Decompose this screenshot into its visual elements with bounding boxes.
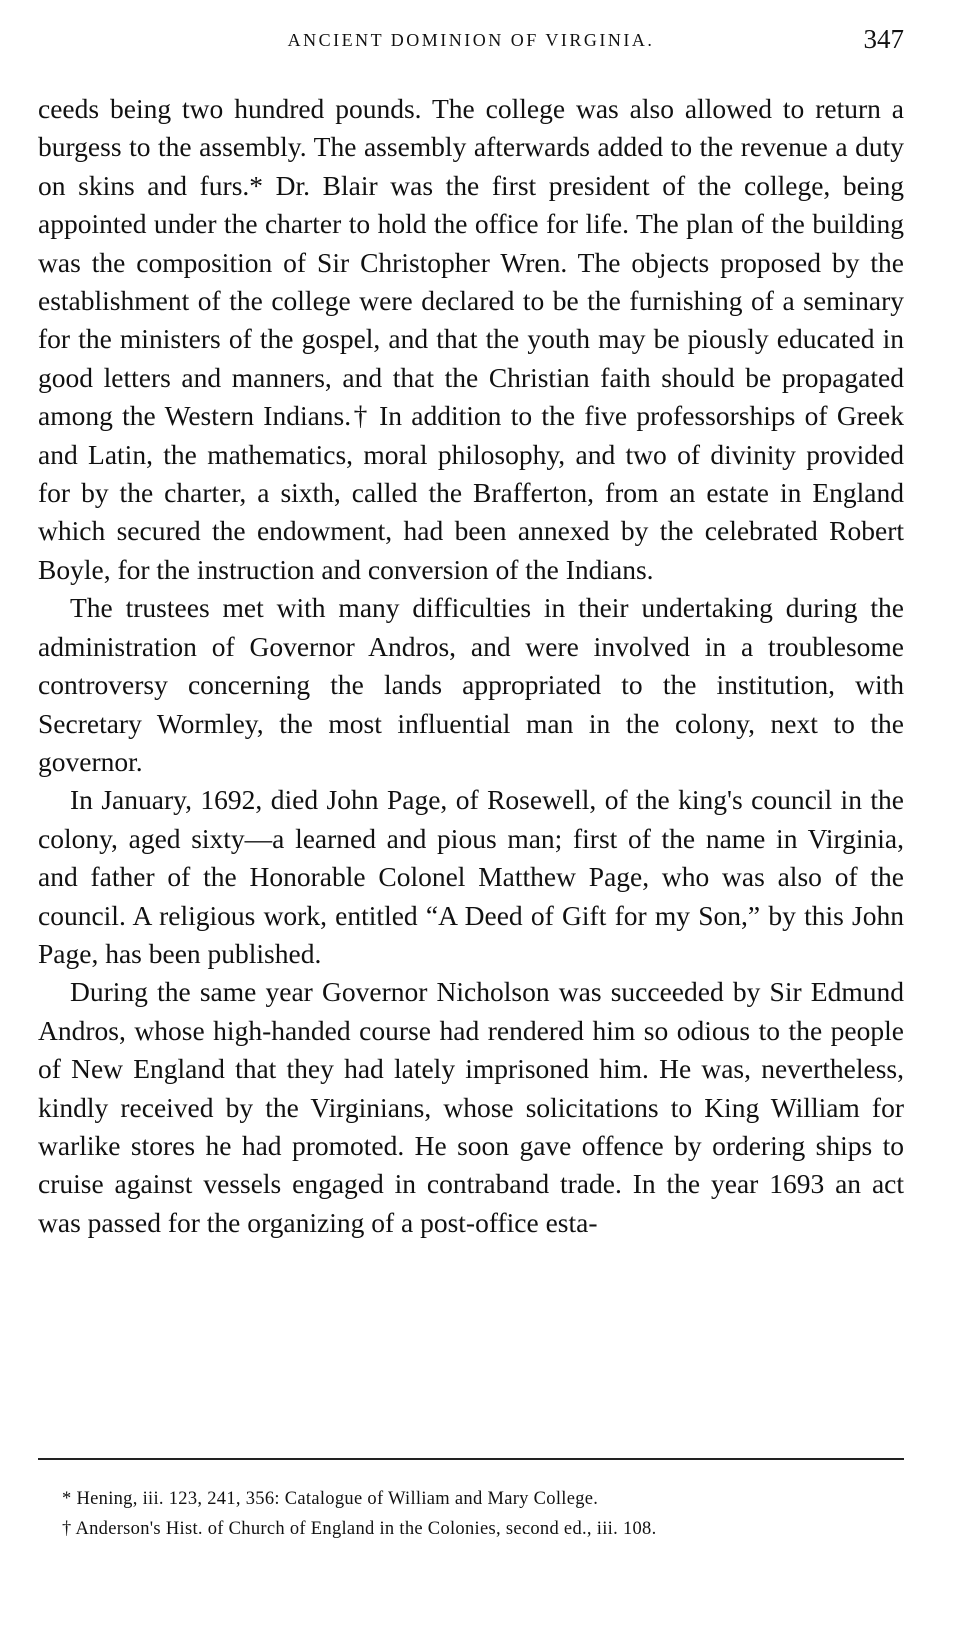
running-head (38, 24, 904, 56)
footnotes (38, 1484, 904, 1544)
paragraph-trustees: The trustees met with many difficulties in their undertaking during the administration of Governor Andros, and were involved in a troublesome controversy concerning the lands appropriated to the institution, with Secretary Wormley, the most influential man in the colony, next to the governor. (38, 592, 904, 777)
footnote-dagger: † Anderson's Hist. of Church of England in the Colonies, second ed., iii. 108. (62, 1519, 657, 1539)
paragraph-john-page: In January, 1692, died John Page, of Rosewell, of the king's council in the colony, aged sixty—a learned and pious man; first of the name in Virginia, and father of the Honorable Colonel Matthew Page, who was also of the council. A religious work, entitled “A Deed of Gift for my Son,” by this John Page, has been published. (38, 784, 904, 969)
running-title: ANCIENT DOMINION OF VIRGINIA. (287, 30, 655, 50)
footnote-divider (38, 1458, 904, 1460)
paragraph-college-revenue: ceeds being two hundred pounds. The college was also allowed to return a burgess to the assembly. The assembly afterwards added to the revenue a duty on skins and furs.* Dr. Blair was the first president of the college, being appointed under the charter to hold the office for life. The plan of the building was the composition of Sir Christopher Wren. The objects proposed by the establishment of the college were declared to be the furnishing of a seminary for the ministers of the gospel, and that the youth may be piously educated in good letters and manners, and that the Christian faith should be propagated among the Western Indians.† In addition to the five professorships of Greek and Latin, the mathematics, moral philosophy, and two of divinity provided for by the charter, a sixth, called the Brafferton, from an estate in England which secured the endowment, had been annexed by the celebrated Robert Boyle, for the instruction and conversion of the Indians. (38, 93, 904, 585)
footnote-asterisk: * Hening, iii. 123, 241, 356: Catalogue of William and Mary College. (62, 1489, 599, 1509)
paragraph-governor-andros: During the same year Governor Nicholson was succeeded by Sir Edmund Andros, whose high-handed course had rendered him so odious to the people of New England that they had lately imprisoned him. He was, nevertheless, kindly received by the Virginians, whose solicitations to King William for warlike stores he had promoted. He soon gave offence by ordering ships to cruise against vessels engaged in contraband trade. In the year 1693 an act was passed for the organizing of a post-office esta- (38, 976, 904, 1238)
page-number: 347 (863, 24, 904, 54)
body-text (38, 90, 904, 1242)
